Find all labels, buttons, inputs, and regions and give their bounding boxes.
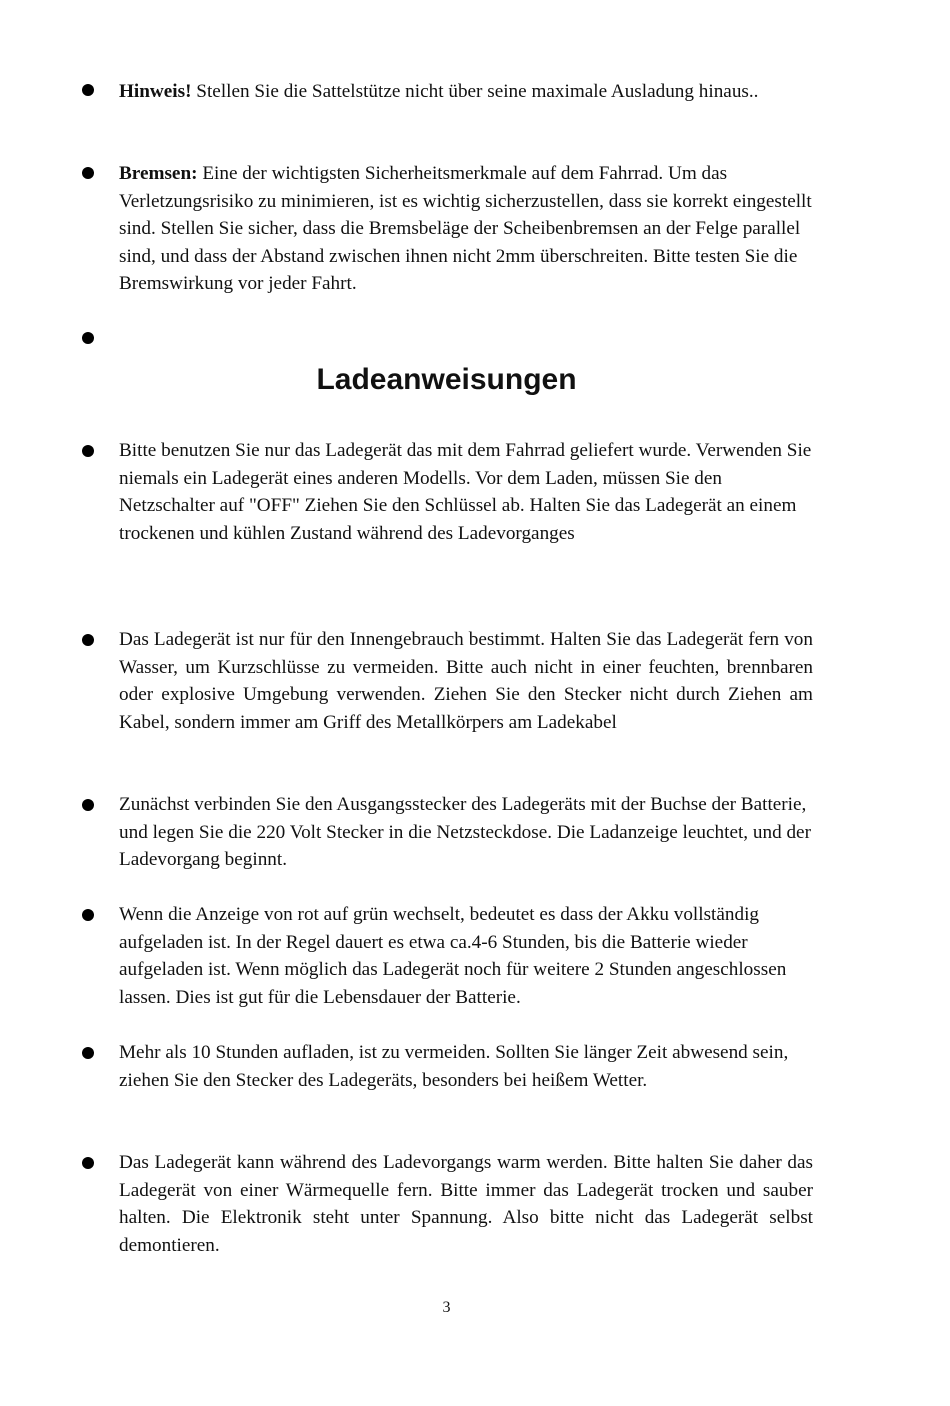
bullet-icon (82, 909, 94, 921)
charging-item: Wenn die Anzeige von rot auf grün wechselt, bedeutet es dass der Akku vollständig aufgeladen ist. In der Regel dauert es etwa ca.4-6 Stunden, bis die Batterie wieder aufgeladen ist. Wenn möglich das Ladegerät noch für weitere 2 Stunden angeschlossen lassen. Dies ist gut für die Lebensdauer der Batterie. (119, 904, 787, 1008)
charging-item: Das Ladegerät kann während des Ladevorgangs warm werden. Bitte halten Sie daher das Ladegerät von einer Wärmequelle fern. Bitte immer das Ladegerät trocken und sauber halten. Die Elektronik steht unter Spannung. Also bitte nicht das Ladegerät selbst demontieren. (119, 1152, 813, 1256)
brakes-paragraph (119, 160, 813, 298)
bullet-icon (82, 167, 94, 179)
brakes-label: Bremsen: (119, 163, 198, 184)
bullet-icon (82, 332, 94, 344)
bullet-icon (82, 799, 94, 811)
brakes-text: Eine der wichtigsten Sicherheitsmerkmale auf dem Fahrrad. Um das Verletzungsrisiko zu minimieren, ist es wichtig sicherzustellen, dass sie korrekt eingestellt sind. Stellen Sie sicher, dass die Bremsbeläge der Scheibenbremsen an der Felge parallel sind, und dass der Abstand zwischen ihnen nicht 2mm überschreiten. Bitte testen Sie die Bremswirkung vor jeder Fahrt. (119, 163, 812, 295)
charging-item: Zunächst verbinden Sie den Ausgangsstecker des Ladegeräts mit der Buchse der Batterie, und legen Sie die 220 Volt Stecker in die Netzsteckdose. Die Ladanzeige leuchtet, und der Ladevorgang beginnt. (119, 794, 811, 871)
page-number: 3 (442, 1299, 451, 1316)
bullet-icon (82, 634, 94, 646)
note-label: Hinweis! (119, 81, 192, 102)
bullet-icon (82, 1157, 94, 1169)
section-heading: Ladeanweisungen (316, 363, 577, 396)
charging-item: Das Ladegerät ist nur für den Innengebrauch bestimmt. Halten Sie das Ladegerät fern von Wasser, um Kurzschlüsse zu vermeiden. Bitte auch nicht in einer feuchten, brennbaren oder explosive Umgebung verwenden. Ziehen Sie den Stecker nicht durch Ziehen am Kabel, sondern immer am Griff des Metallkörpers am Ladekabel (119, 629, 813, 733)
charging-item: Mehr als 10 Stunden aufladen, ist zu vermeiden. Sollten Sie länger Zeit abwesend sein, ziehen Sie den Stecker des Ladegeräts, besonders bei heißem Wetter. (119, 1042, 789, 1091)
bullet-icon (82, 1047, 94, 1059)
note-text: Stellen Sie die Sattelstütze nicht über seine maximale Ausladung hinaus.. (191, 81, 759, 102)
bullet-icon (82, 445, 94, 457)
charging-item: Bitte benutzen Sie nur das Ladegerät das mit dem Fahrrad geliefert wurde. Verwenden Sie niemals ein Ladegerät eines anderen Modells. Vor dem Laden, müssen Sie den Netzschalter auf "OFF" Ziehen Sie den Schlüssel ab. Halten Sie das Ladegerät an einem trockenen und kühlen Zustand während des Ladevorganges (119, 440, 812, 544)
bullet-icon (82, 84, 94, 96)
note-seat-post (119, 78, 813, 106)
